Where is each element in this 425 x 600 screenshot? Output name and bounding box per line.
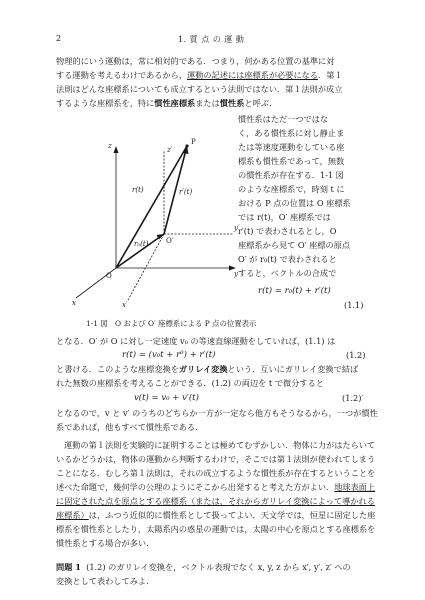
figure-caption: 1-1 図 O および O′ 座標系による P 点の位置表示 [86,319,257,328]
equation-number-1-1: (1.1) [344,300,364,310]
right-col-line-5: の慣性系が存在する．1-1 図 [238,170,344,180]
para5-line-8: 慣性系とする場合が多い． [56,538,155,548]
label-x: x [72,299,76,307]
right-col-line-10: 座標系から見て O′ 座標の原点 [238,240,351,250]
equation-1-1: r(t) = r₀(t) + r′(t) [258,286,331,296]
right-col-line-6: のような座標系で，時刻 t に [238,184,345,194]
equation-number-1-2-prime: (1.2)′ [342,393,364,403]
intro-line-2: する運動を考えるわけであるから，運動の記述には座標系が必要になる．第１ [56,70,343,80]
para5-line-3: ことになる．むしろ第１法則は，それの成立するような慣性系が存在するということを [56,468,376,478]
label-z: z [108,142,112,150]
label-y: y [234,270,238,278]
para5-line-7: 標系を慣性系としたり，太陽系内の惑星の運動では，太陽の中心を原点とする座標系を [56,524,376,534]
right-col-line-4: 標系も慣性系であって，無数 [238,156,345,166]
right-col-line-8: では r(t)，O′ 座標系では [238,212,331,222]
page-number: 2 [56,34,62,43]
right-col-line-1: 慣性系はただ一つではな [238,114,329,124]
para5-line-4: 述べた命題で，幾何学の公理のようにそこから出発すると考えた方がよい．地球表面上 [56,482,376,492]
right-col-line-3: たは等速度運動をしている座 [238,142,345,152]
label-origin-o-prime: O′ [166,237,174,245]
label-r0: r₀(t) [134,240,149,248]
point-p [185,144,188,147]
right-col-line-7: おける P 点の位置は O 座標系 [238,198,351,208]
underlined-phrase: 地球表面上 [334,482,376,492]
intro-line-4: するような座標系を，特に慣性座標系または慣性系と呼ぶ． [56,98,278,108]
right-col-line-9: r′(t) で表わされるとし，O [238,226,337,236]
equation-1-2-prime: v(t) = v₀ + v′(t) [134,393,199,403]
z-arrowhead [114,146,119,153]
problem-label: 問題 1 [56,562,81,572]
para5-line-1: 運動の第１法則を実験的に証明することは極めてむずかしい．物体に力がはたらいて [64,440,376,450]
equation-1-2: r(t) = (v₀t + r⁰) + r′(t) [122,350,216,360]
right-col-line-2: く，ある慣性系に対し静止ま [238,128,345,138]
label-y-prime: y′ [234,224,240,232]
label-z-prime: z′ [167,146,173,154]
intro-line-1: 物理的にいう運動は，常に相対的である．つまり，何かある位置の基準に対 [56,56,335,66]
right-col-line-12: すると，ベクトルの合成で [238,268,337,278]
para4-line-1: となるので，v と v′ のうちのどちらか一方が一定なら他方もそうなるから，一つが慣性 [56,408,378,418]
problem-line-2: 変換として表わしてみよ． [56,576,155,586]
term-inertial-system: 慣性系 [219,98,245,108]
para4-line-2: 系であれば，他もすべて慣性系である． [56,422,204,432]
term-galilean-transformation: ガリレイ変換 [178,364,228,374]
term-inertial-coordinate-system: 慣性座標系 [154,98,196,108]
problem-line-1: 問題 1 (1.2) のガリレイ変換を，ベクトル表現でなく x, y, z から x′, y′, z′ への [56,562,351,572]
equation-number-1-2: (1.2) [346,350,366,360]
vector-r [116,146,187,268]
label-origin-o: O [106,272,112,280]
para5-line-2: いるかどうかは，物体の運動から判断するわけで，そこでは第１法則が使われてしまう [56,454,376,464]
para5-line-5: に固定された点を原点とする座標系（または，それからガリレイ変換によって導かれる [56,496,375,506]
para5-line-6: 座標系）は，ふつう近似的に慣性系として扱ってよい．天文学では，恒星に固定した座 [56,510,376,520]
intro-line-3: 法則はどんな座標系についても成立するという法則ではない．第１法則が成立 [56,84,343,94]
label-r: r(t) [132,186,144,194]
underlined-phrase: 運動の記述には座標系が必要になる [187,70,319,80]
label-point-p: P [191,138,196,146]
right-col-line-11: O′ が r₀(t) で表わされると [238,254,337,264]
running-header: 1. 質 点 の 運 動 [178,35,245,44]
figure-1-1 [72,128,242,308]
label-r-prime: r′(t) [179,188,193,196]
para3-line-2: れた無数の座標系を考えることができる．(1.2) の両辺を t で微分すると [56,378,324,388]
para2-line-1: となる．O′ が O に対し一定速度 v₀ の等速直線運動をしていれば，(1.1) は [56,336,336,346]
para3-line-1: と書ける．このような座標変換をガリレイ変換という．互いにガリレイ変換で結ば [56,364,359,374]
label-x-prime: x′ [122,301,128,308]
